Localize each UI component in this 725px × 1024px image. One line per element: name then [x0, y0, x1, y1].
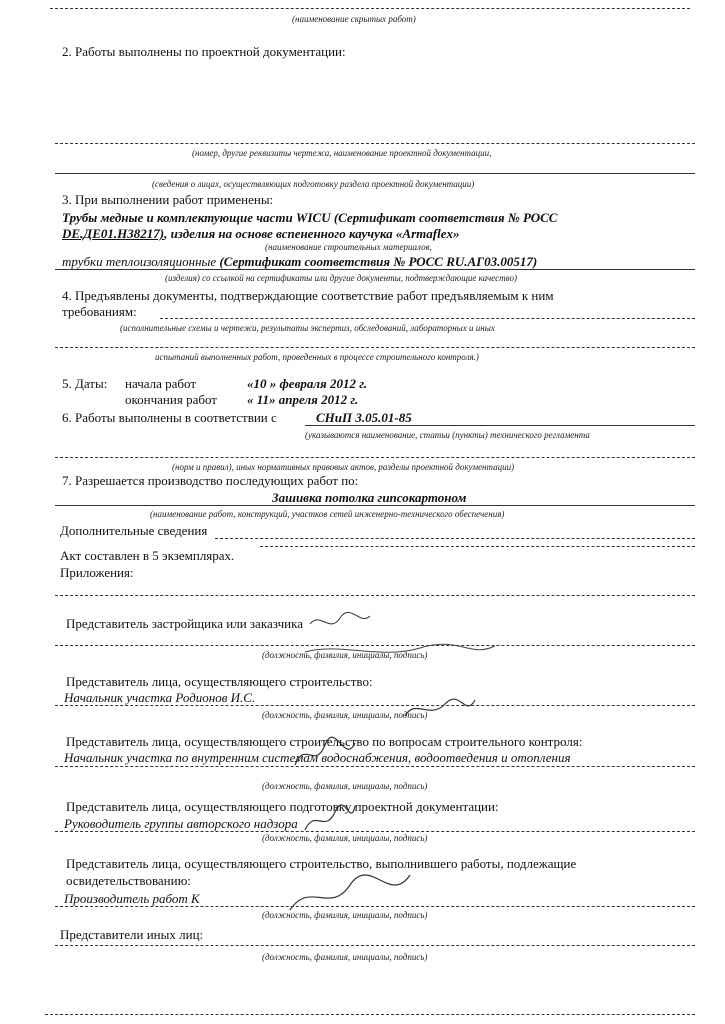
copies-rule	[260, 546, 695, 547]
hint-hidden-works: (наименование скрытых работ)	[292, 14, 416, 24]
rep-customer-hint: (должность, фамилия, инициалы, подпись)	[262, 650, 428, 660]
rep-design-label: Представитель лица, осуществляющего подготовку проектной документации:	[66, 799, 499, 814]
section-6-title: 6. Работы выполнены в соответствии с	[62, 410, 277, 425]
attachments-label: Приложения:	[60, 565, 134, 580]
rep-contractor-value: Производитель работ К	[64, 891, 200, 906]
rep-customer-label: Представитель застройщика или заказчика	[66, 616, 303, 631]
section-4-rule-1	[160, 318, 695, 319]
section-4-line-1: 4. Предъявлены документы, подтверждающие соответствие работ предъявляемым к ним	[62, 288, 554, 303]
signature-design	[300, 800, 360, 840]
section-6-hint-2: (норм и правил), иных нормативных правовых актов, разделы проектной документации)	[172, 462, 515, 472]
copies-text: Акт составлен в 5 экземплярах.	[60, 548, 235, 563]
rep-others-hint: (должность, фамилия, инициалы, подпись)	[262, 952, 428, 962]
signature-control	[290, 735, 360, 775]
top-underline	[50, 8, 690, 9]
section-7-rule	[55, 505, 695, 506]
start-date-value: «10 » февраля 2012 г.	[247, 376, 368, 391]
materials-line-1: Трубы медные и комплектующие части WICU (Сертификат соответствия № РОСС	[62, 210, 558, 225]
section-2-hint-2: (сведения о лицах, осуществляющих подготовку раздела проектной документации)	[152, 179, 475, 189]
rep-builder-hint: (должность, фамилия, инициалы, подпись)	[262, 710, 428, 720]
rep-control-value: Начальник участка по внутренним системам водоснабжения, водоотведения и отопления	[64, 750, 571, 765]
start-date-label: начала работ	[125, 376, 197, 391]
section-6-hint-1: (указываются наименование, статьи (пункты) технического регламента	[305, 430, 590, 440]
section-6-rule-1	[305, 425, 695, 426]
signature-customer	[300, 606, 380, 636]
rep-contractor-label-2: освидетельствованию:	[66, 873, 191, 888]
end-date-label: окончания работ	[125, 392, 217, 407]
section-2-title: 2. Работы выполнены по проектной документации:	[62, 44, 346, 59]
signature-builder	[400, 696, 480, 722]
section-7-title: 7. Разрешается производство последующих работ по:	[62, 473, 359, 488]
rep-control-hint: (должность, фамилия, инициалы, подпись)	[262, 781, 428, 791]
rep-design-value: Руководитель группы авторского надзора	[64, 816, 298, 831]
rep-builder-label: Представитель лица, осуществляющего строительство:	[66, 674, 373, 689]
snip-value: СНиП 3.05.01-85	[316, 410, 412, 425]
rep-contractor-hint: (должность, фамилия, инициалы, подпись)	[262, 910, 428, 920]
section-4-hint-1: (исполнительные схемы и чертежи, результаты экспертиз, обследований, лабораторных и иных	[120, 323, 495, 333]
extra-info-rule	[215, 538, 695, 539]
section-3-line	[55, 269, 695, 270]
certificate-number-1: DE.ДЕ01.Н38217)	[62, 226, 165, 241]
section-3-hint-2: (изделия) со ссылкой на сертификаты или другие документы, подтверждающие качество)	[165, 273, 517, 283]
section-7-hint: (наименование работ, конструкций, участков сетей инженерно-технического обеспечения)	[150, 509, 505, 519]
armaflex-text: , изделия на основе вспененного каучука «Armaflex»	[164, 226, 460, 241]
bottom-rule	[45, 1014, 695, 1015]
attachments-rule	[55, 595, 695, 596]
dates-label: 5. Даты:	[62, 376, 108, 391]
rep-design-rule	[55, 831, 695, 832]
section-6-rule-2	[55, 457, 695, 458]
materials-line-2	[62, 226, 459, 241]
rep-control-rule	[55, 766, 695, 767]
rep-builder-rule	[55, 705, 695, 706]
rep-control-label: Представитель лица, осуществляющего строительство по вопросам строительного контроля:	[66, 734, 583, 749]
rep-builder-value: Начальник участка Родионов И.С.	[64, 690, 256, 705]
section-2-line-2	[55, 173, 695, 174]
section-4-line-2: требованиям:	[62, 304, 137, 319]
section-3-title: 3. При выполнении работ применены:	[62, 192, 274, 207]
rep-design-hint: (должность, фамилия, инициалы, подпись)	[262, 833, 428, 843]
section-3-hint-1: (наименование строительных материалов,	[265, 242, 432, 252]
end-date-value: « 11» апреля 2012 г.	[247, 392, 359, 407]
section-2-line-1	[55, 143, 695, 144]
rep-others-rule	[55, 945, 695, 946]
signature-customer-2	[300, 640, 500, 662]
section-4-hint-2: испытаний выполненных работ, проведенных в процессе строительного контроля.)	[155, 352, 479, 362]
materials-line-3	[62, 254, 537, 269]
extra-info-label: Дополнительные сведения	[60, 523, 208, 538]
rep-others-label: Представители иных лиц:	[60, 927, 204, 942]
rep-contractor-label-1: Представитель лица, осуществляющего строительство, выполнившего работы, подлежащие	[66, 856, 577, 871]
insulation-tubes: трубки теплоизоляционные	[62, 254, 217, 269]
next-works-value: Зашивка потолка гипсокартоном	[272, 490, 467, 505]
signature-contractor	[280, 860, 420, 920]
certificate-number-2: (Сертификат соответствия № РОСС RU.АГ03.00517)	[216, 254, 538, 269]
section-2-hint-1: (номер, другие реквизиты чертежа, наименование проектной документации,	[192, 148, 492, 158]
section-4-rule-2	[55, 347, 695, 348]
